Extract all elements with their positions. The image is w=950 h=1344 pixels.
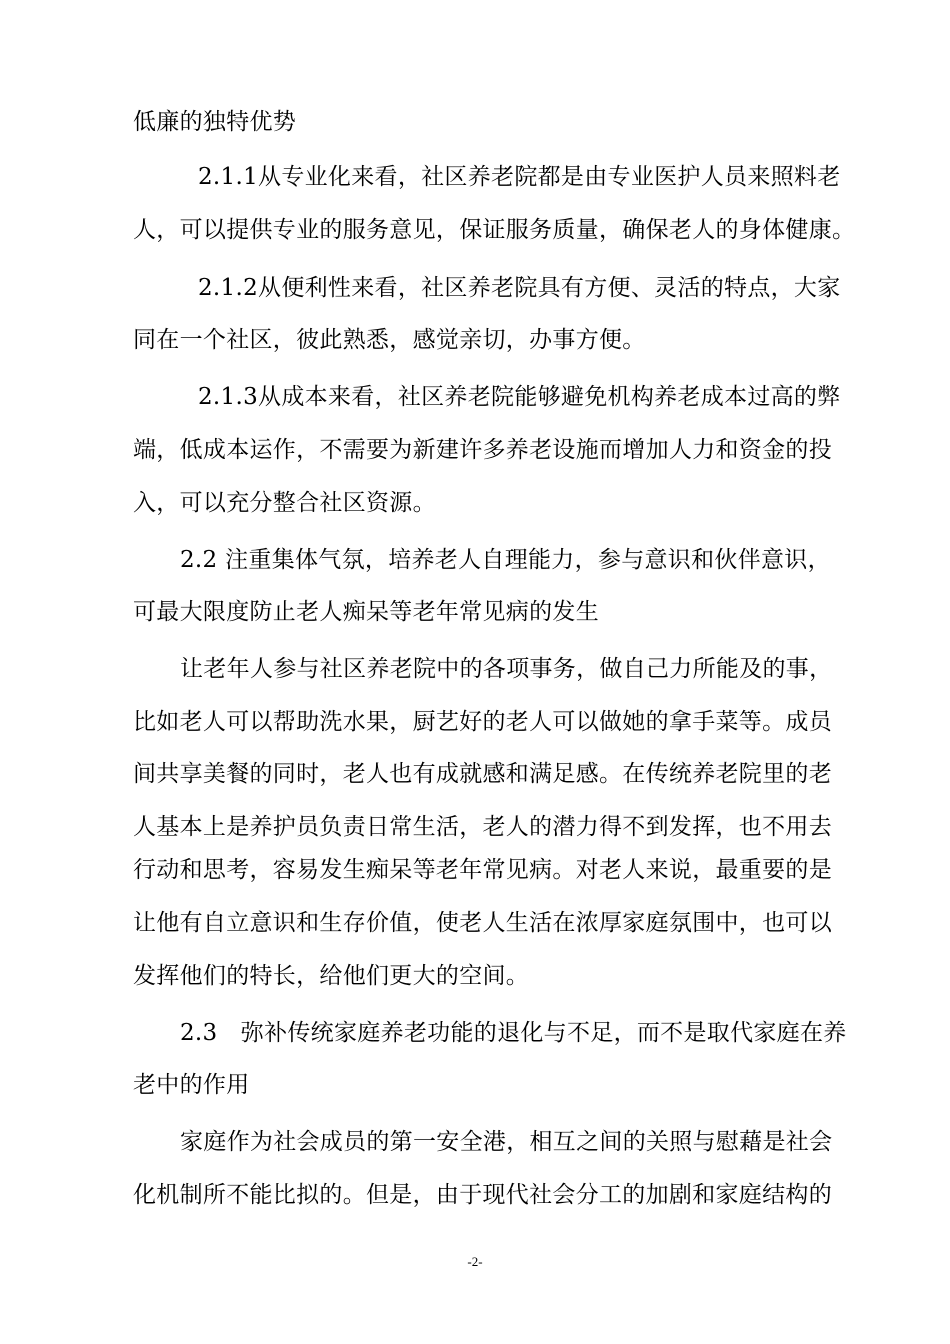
text-line: 让老年人参与社区养老院中的各项事务，做自己力所能及的事， [180,656,833,682]
section-heading: 老中的作用 [133,1072,250,1098]
text-line: 人基本上是养护员负责日常生活，老人的潜力得不到发挥，也不用去 [133,814,832,840]
text-line: 2.1.1从专业化来看，社区养老院都是由专业医护人员来照料老 [198,164,841,190]
section-heading: 可最大限度防止老人痴呆等老年常见病的发生 [133,599,599,625]
text-line: 行动和思考，容易发生痴呆等老年常见病。对老人来说，最重要的是 [133,857,832,883]
text-line: 人，可以提供专业的服务意见，保证服务质量，确保老人的身体健康。 [133,217,856,243]
text-line: 2.1.2从便利性来看，社区养老院具有方便、灵活的特点，大家 [198,275,841,301]
section-heading: 2.3 弥补传统家庭养老功能的退化与不足，而不是取代家庭在养 [180,1020,847,1046]
text-line: 入，可以充分整合社区资源。 [133,490,436,516]
text-line: 化机制所不能比拟的。但是，由于现代社会分工的加剧和家庭结构的 [133,1182,832,1208]
text-line: 发挥他们的特长，给他们更大的空间。 [133,963,530,989]
text-line: 间共享美餐的同时，老人也有成就感和满足感。在传统养老院里的老 [133,761,832,787]
text-line: 比如老人可以帮助洗水果，厨艺好的老人可以做她的拿手菜等。成员 [133,709,832,735]
text-line: 让他有自立意识和生存价值，使老人生活在浓厚家庭氛围中，也可以 [133,910,832,936]
text-line: 2.1.3从成本来看，社区养老院能够避免机构养老成本过高的弊 [198,384,841,410]
text-line: 低廉的独特优势 [133,109,297,135]
section-heading: 2.2 注重集体气氛，培养老人自理能力，参与意识和伙伴意识， [180,547,831,573]
text-line: 家庭作为社会成员的第一安全港，相互之间的关照与慰藉是社会 [180,1129,833,1155]
text-line: 端，低成本运作，不需要为新建许多养老设施而增加人力和资金的投 [133,437,832,463]
page-number: -2- [467,1254,483,1269]
text-line: 同在一个社区，彼此熟悉，感觉亲切，办事方便。 [133,327,646,353]
